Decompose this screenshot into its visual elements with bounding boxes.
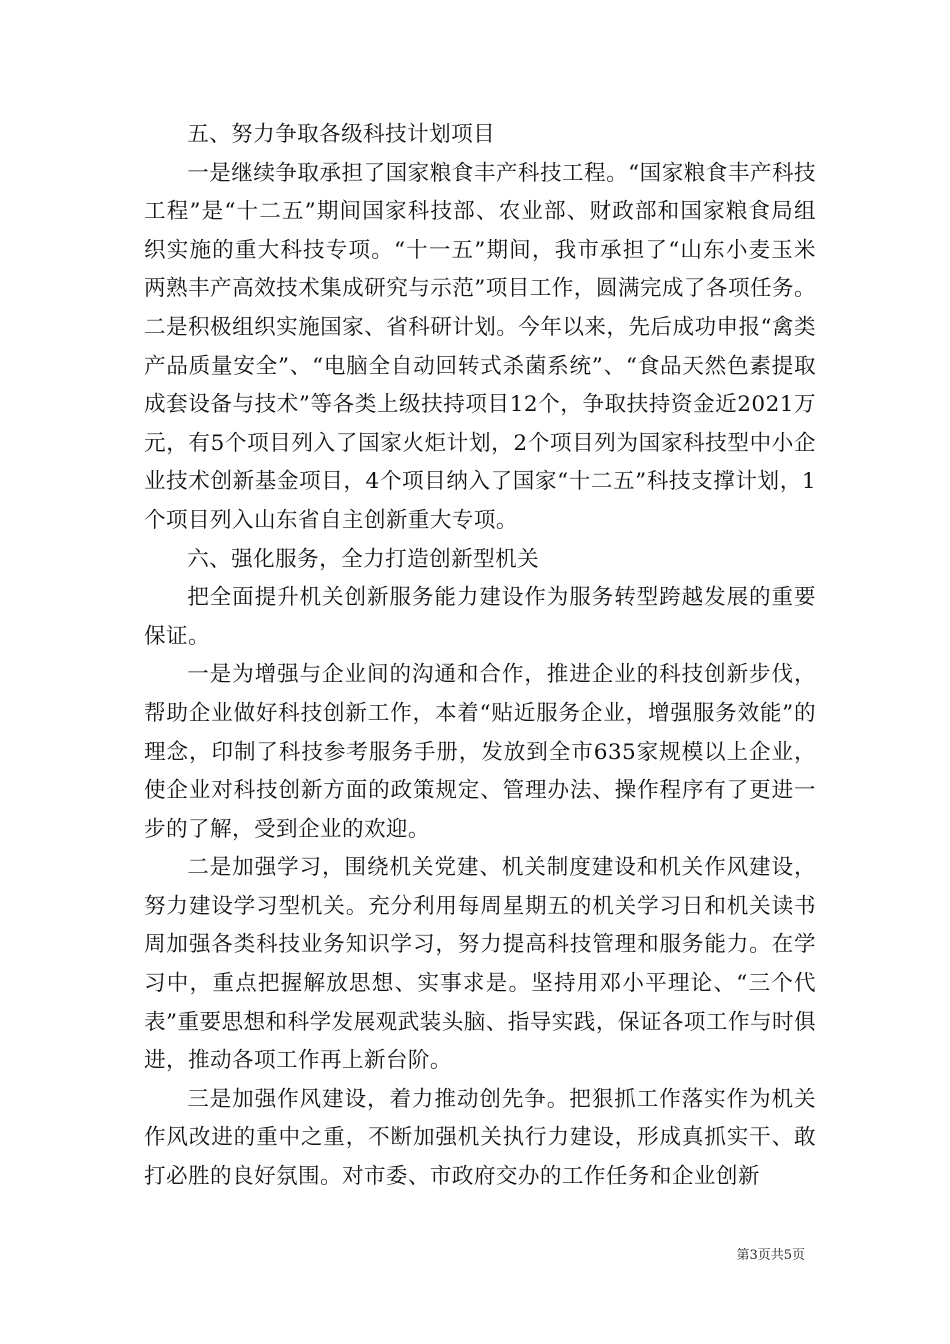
paragraph-learning: 二是加强学习，围绕机关党建、机关制度建设和机关作风建设，努力建设学习型机关。充分利用每周星期五的机关学习日和机关读书周加强各类科技业务知识学习，努力提高科技管理和服务能力。在学习中，重点把握解放思想、实事求是。坚持用邓小平理论、“三个代表”重要思想和科学发展观武装头脑、指导实践，保证各项工作与时俱进，推动各项工作再上新台阶。 (144, 855, 816, 1074)
paragraph-enterprise-communication: 一是为增强与企业间的沟通和合作，推进企业的科技创新步伐，帮助企业做好科技创新工作，本着“贴近服务企业，增强服务效能”的理念，印制了科技参考服务手册，发放到全市635家规模以上企业，使企业对科技创新方面的政策规定、管理办法、操作程序有了更进一步的了解，受到企业的欢迎。 (144, 662, 816, 842)
page-number: 第3页共5页 (736, 1248, 805, 1263)
section-heading-five: 五、努力争取各级科技计划项目 (187, 122, 496, 147)
paragraph-work-style: 三是加强作风建设，着力推动创先争。把狠抓工作落实作为机关作风改进的重中之重，不断加强机关执行力建设，形成真抓实干、敢打必胜的良好氛围。对市委、市政府交办的工作任务和企业创新 (144, 1086, 816, 1190)
document-body (144, 116, 816, 1197)
paragraph-service-capacity: 把全面提升机关创新服务能力建设作为服务转型跨越发展的重要保证。 (144, 585, 816, 649)
paragraph-national-projects: 一是继续争取承担了国家粮食丰产科技工程。“国家粮食丰产科技工程”是“十二五”期间国家科技部、农业部、财政部和国家粮食局组织实施的重大科技专项。“十一五”期间，我市承担了“山东小麦玉米两熟丰产高效技术集成研究与示范”项目工作，圆满完成了各项任务。二是积极组织实施国家、省科研计划。今年以来，先后成功申报“禽类产品质量安全”、“电脑全自动回转式杀菌系统”、“食品天然色素提取成套设备与技术”等各类上级扶持项目12个，争取扶持资金近2021万元，有5个项目列入了国家火炬计划，2个项目列为国家科技型中小企业技术创新基金项目，4个项目纳入了国家“十二五”科技支撑计划，1个项目列入山东省自主创新重大专项。 (144, 160, 816, 533)
section-heading-six: 六、强化服务，全力打造创新型机关 (187, 546, 540, 572)
